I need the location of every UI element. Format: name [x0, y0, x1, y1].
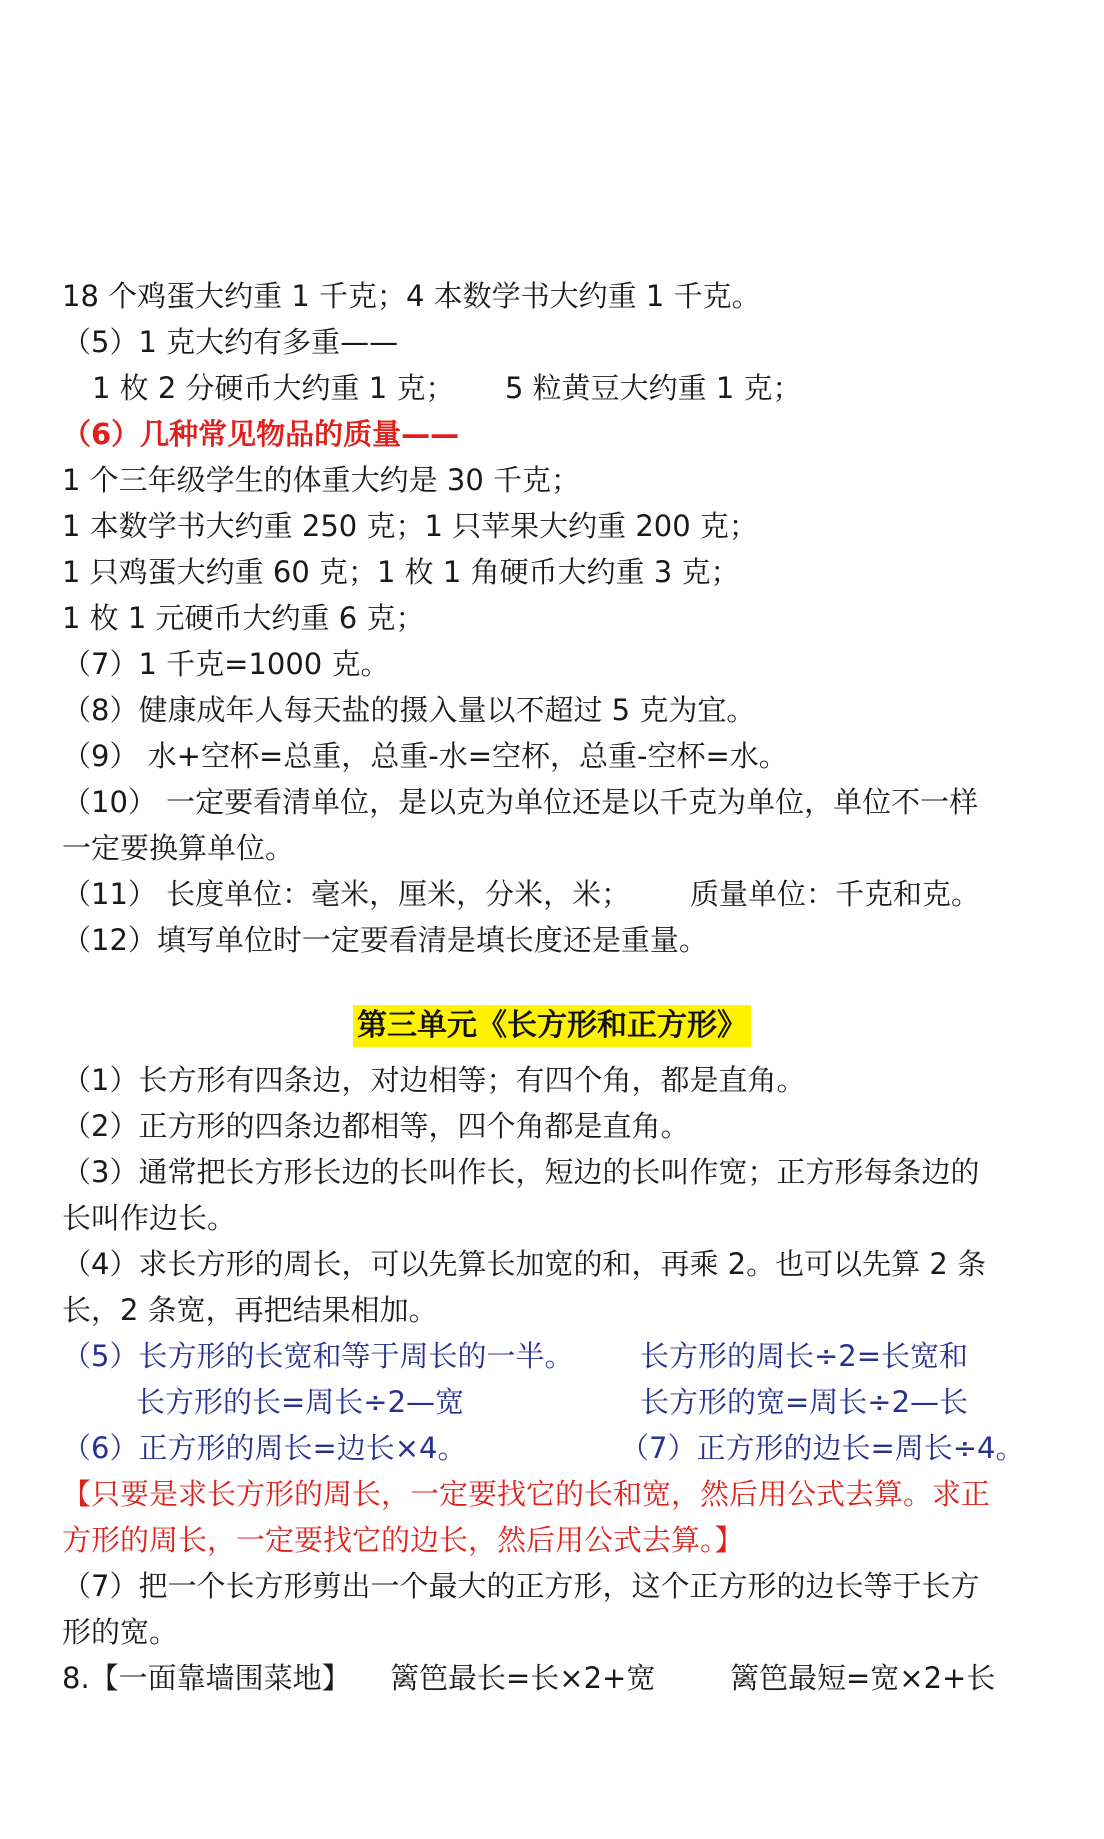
- text-line: （10） 一定要看清单位，是以克为单位还是以千克为单位，单位不一样: [62, 785, 979, 819]
- text-line: （1）长方形有四条边，对边相等；有四个角，都是直角。: [62, 1063, 806, 1097]
- formula-line: 长方形的周长÷2=长宽和: [640, 1339, 969, 1373]
- text-line: （8）健康成年人每天盐的摄入量以不超过 5 克为宜。: [62, 693, 756, 727]
- text-line: （9） 水+空杯=总重，总重-水=空杯，总重-空杯=水。: [62, 739, 788, 773]
- text-line: 8.【一面靠墙围菜地】: [62, 1661, 351, 1695]
- text-line: （11） 长度单位：毫米，厘米，分米，米；: [62, 877, 631, 911]
- text-line: 篱笆最长=长×2+宽: [390, 1661, 656, 1695]
- text-line: （12）填写单位时一定要看清是填长度还是重量。: [62, 923, 708, 957]
- text-line: 篱笆最短=宽×2+长: [730, 1661, 996, 1695]
- text-line: （3）通常把长方形长边的长叫作长，短边的长叫作宽；正方形每条边的: [62, 1155, 980, 1189]
- text-line: 1 只鸡蛋大约重 60 克；1 枚 1 角硬币大约重 3 克；: [62, 555, 740, 589]
- text-line: 质量单位：千克和克。: [690, 877, 981, 911]
- formula-line: 长方形的宽=周长÷2—长: [640, 1385, 969, 1419]
- formula-line: （6）正方形的周长=边长×4。: [62, 1431, 467, 1465]
- text-line: 1 枚 2 分硬币大约重 1 克；: [92, 371, 455, 405]
- text-line: 1 本数学书大约重 250 克；1 只苹果大约重 200 克；: [62, 509, 758, 543]
- text-line: 一定要换算单位。: [62, 831, 295, 865]
- text-line: （4）求长方形的周长，可以先算长加宽的和，再乘 2。也可以先算 2 条: [62, 1247, 987, 1281]
- text-line: （7）1 千克=1000 克。: [62, 647, 390, 681]
- formula-line: （7）正方形的边长=周长÷4。: [620, 1431, 1025, 1465]
- text-line: （5）1 克大约有多重——: [62, 325, 399, 359]
- text-line: 长叫作边长。: [62, 1201, 237, 1235]
- text-line: 长，2 条宽，再把结果相加。: [62, 1293, 438, 1327]
- text-line: 5 粒黄豆大约重 1 克；: [505, 371, 802, 405]
- formula-line: （5）长方形的长宽和等于周长的一半。: [62, 1339, 574, 1373]
- text-line: 18 个鸡蛋大约重 1 千克；4 本数学书大约重 1 千克。: [62, 279, 761, 313]
- text-line: 1 枚 1 元硬币大约重 6 克；: [62, 601, 425, 635]
- unit-title: 第三单元《长方形和正方形》: [353, 1005, 751, 1047]
- text-line: （2）正方形的四条边都相等，四个角都是直角。: [62, 1109, 690, 1143]
- text-line: 形的宽。: [62, 1615, 179, 1649]
- text-line: 1 个三年级学生的体重大约是 30 千克；: [62, 463, 581, 497]
- section-heading: （6）几种常见物品的质量——: [62, 417, 460, 451]
- note-line: 【只要是求长方形的周长，一定要找它的长和宽，然后用公式去算。求正: [62, 1477, 991, 1511]
- formula-line: 长方形的长=周长÷2—宽: [136, 1385, 465, 1419]
- text-line: （7）把一个长方形剪出一个最大的正方形，这个正方形的边长等于长方: [62, 1569, 980, 1603]
- note-line: 方形的周长，一定要找它的边长，然后用公式去算。】: [62, 1523, 744, 1557]
- unit-title-wrap: [0, 1005, 1104, 1047]
